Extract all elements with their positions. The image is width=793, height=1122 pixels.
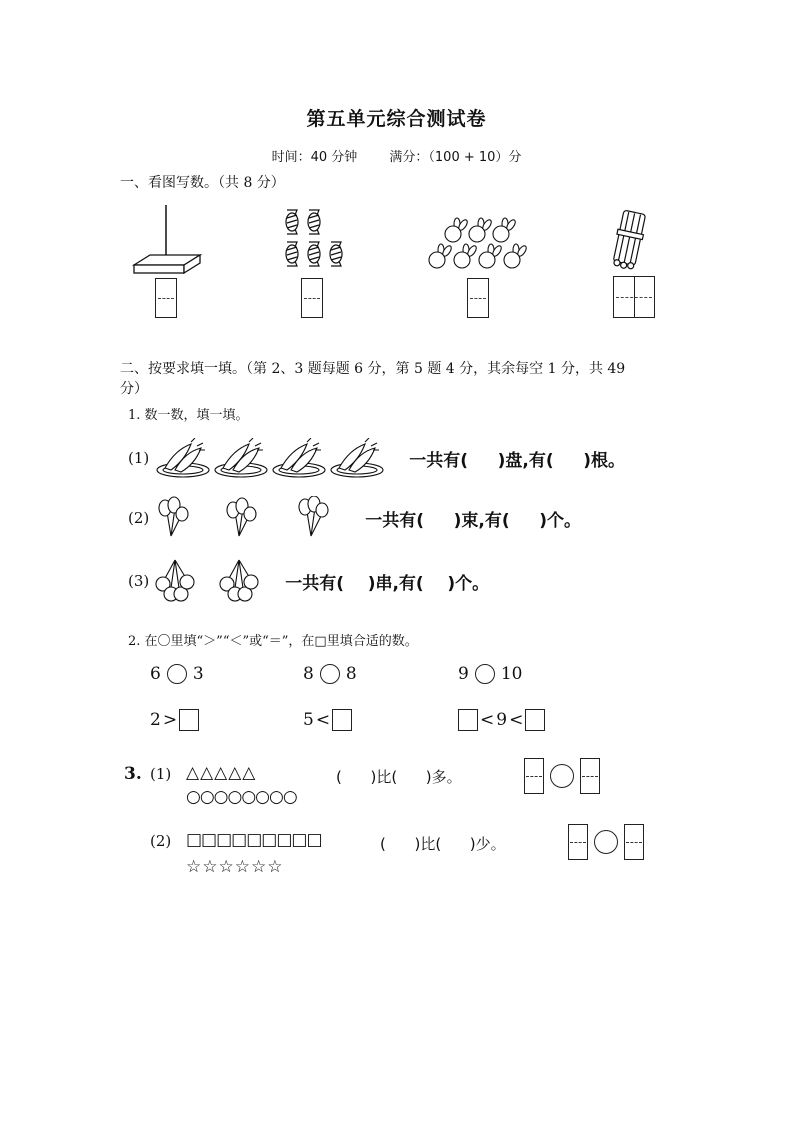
answer-box-4[interactable] (613, 276, 655, 318)
q3-item-1-answer (524, 758, 600, 794)
squares-row: □□□□□□□□□ (186, 830, 322, 850)
triangles-row: △△△△△ (186, 763, 257, 783)
compare-2-right: 8 (345, 664, 357, 684)
compare-3 (458, 664, 522, 684)
q1-label: 1. 数一数，填一填。 (128, 408, 249, 423)
abacus-one-rod-icon (132, 205, 204, 275)
answer-box-left[interactable] (568, 824, 588, 860)
q1-item-2-num: (2) (128, 509, 150, 527)
section1-heading: 一、看图写数。（共 8 分） (120, 175, 285, 191)
compare-circle[interactable] (550, 764, 574, 788)
compare-1-right: 3 (192, 664, 204, 684)
q3-item-1-text[interactable]: ( )比( )多。 (336, 768, 462, 786)
stick-bundle-icon (610, 210, 650, 272)
section2-heading-line1: 二、按要求填一填。（第 2、3 题每题 6 分，第 5 题 4 分，其余每空 1 分，共 49 (120, 361, 626, 377)
fill-2 (303, 709, 352, 731)
q1-item-1-num: (1) (128, 449, 150, 467)
fill-1-box[interactable] (179, 709, 199, 731)
compare-2-left: 8 (303, 664, 314, 684)
q1-item-1-text[interactable]: 一共有( )盘,有( )根。 (409, 450, 625, 471)
q1-item-3 (128, 558, 489, 604)
fill-1 (150, 709, 199, 731)
compare-1-circle[interactable] (167, 664, 187, 684)
fill-2-number: 5 (303, 710, 314, 730)
candies-icon (280, 208, 350, 272)
q3-item-2-text[interactable]: ( )比( )少。 (380, 835, 506, 853)
fill-1-op: > (162, 710, 178, 730)
q3-item-1-num: (1) (150, 765, 172, 783)
answer-box-2[interactable] (301, 278, 323, 318)
fill-2-op: < (315, 710, 331, 730)
stars-row: ☆☆☆☆☆☆ (186, 857, 284, 877)
fill-1-number: 2 (150, 710, 161, 730)
exam-meta (0, 146, 793, 165)
carrot-plate-icon (153, 438, 393, 478)
q3-number: 3. (124, 764, 142, 784)
q2-label: 2. 在〇里填“＞”“＜”或“＝”，在□里填合适的数。 (128, 634, 418, 649)
q1-item-3-text[interactable]: 一共有( )串,有( )个。 (285, 573, 490, 594)
time-limit: 时间：40 分钟 (271, 150, 358, 165)
answer-box-left[interactable] (524, 758, 544, 794)
circles-row: ○○○○○○○○ (186, 787, 297, 807)
section2-heading-line2: 分） (120, 381, 148, 397)
q1-item-3-num: (3) (128, 572, 150, 590)
compare-3-left: 9 (458, 664, 469, 684)
fill-3-number: 9 (496, 710, 508, 730)
fill-3 (458, 709, 545, 731)
answer-box-1[interactable] (155, 278, 177, 318)
compare-2 (303, 664, 357, 684)
cherry-bunch-icon (153, 558, 273, 604)
q1-item-2 (128, 496, 581, 540)
fill-3-op-2: < (509, 710, 524, 730)
compare-1-left: 6 (150, 664, 161, 684)
q3-item-2-answer (568, 824, 644, 860)
fill-3-box-right[interactable] (525, 709, 545, 731)
compare-2-circle[interactable] (320, 664, 340, 684)
answer-box-3[interactable] (467, 278, 489, 318)
q1-item-1 (128, 438, 625, 478)
compare-circle[interactable] (594, 830, 618, 854)
compare-3-circle[interactable] (475, 664, 495, 684)
answer-box-right[interactable] (624, 824, 644, 860)
balloon-bunch-icon (153, 496, 353, 540)
fill-3-op-1: < (480, 710, 495, 730)
q1-item-2-text[interactable]: 一共有( )束,有( )个。 (365, 510, 581, 531)
rabbits-icon (425, 216, 535, 272)
page-title: 第五单元综合测试卷 (306, 108, 487, 130)
fill-2-box[interactable] (332, 709, 352, 731)
answer-box-right[interactable] (580, 758, 600, 794)
compare-3-right: 10 (500, 664, 523, 684)
fill-3-box-left[interactable] (458, 709, 478, 731)
full-score: 满分：（100 + 10）分 (389, 150, 522, 165)
compare-1 (150, 664, 204, 684)
q3-item-2-num: (2) (150, 832, 172, 850)
